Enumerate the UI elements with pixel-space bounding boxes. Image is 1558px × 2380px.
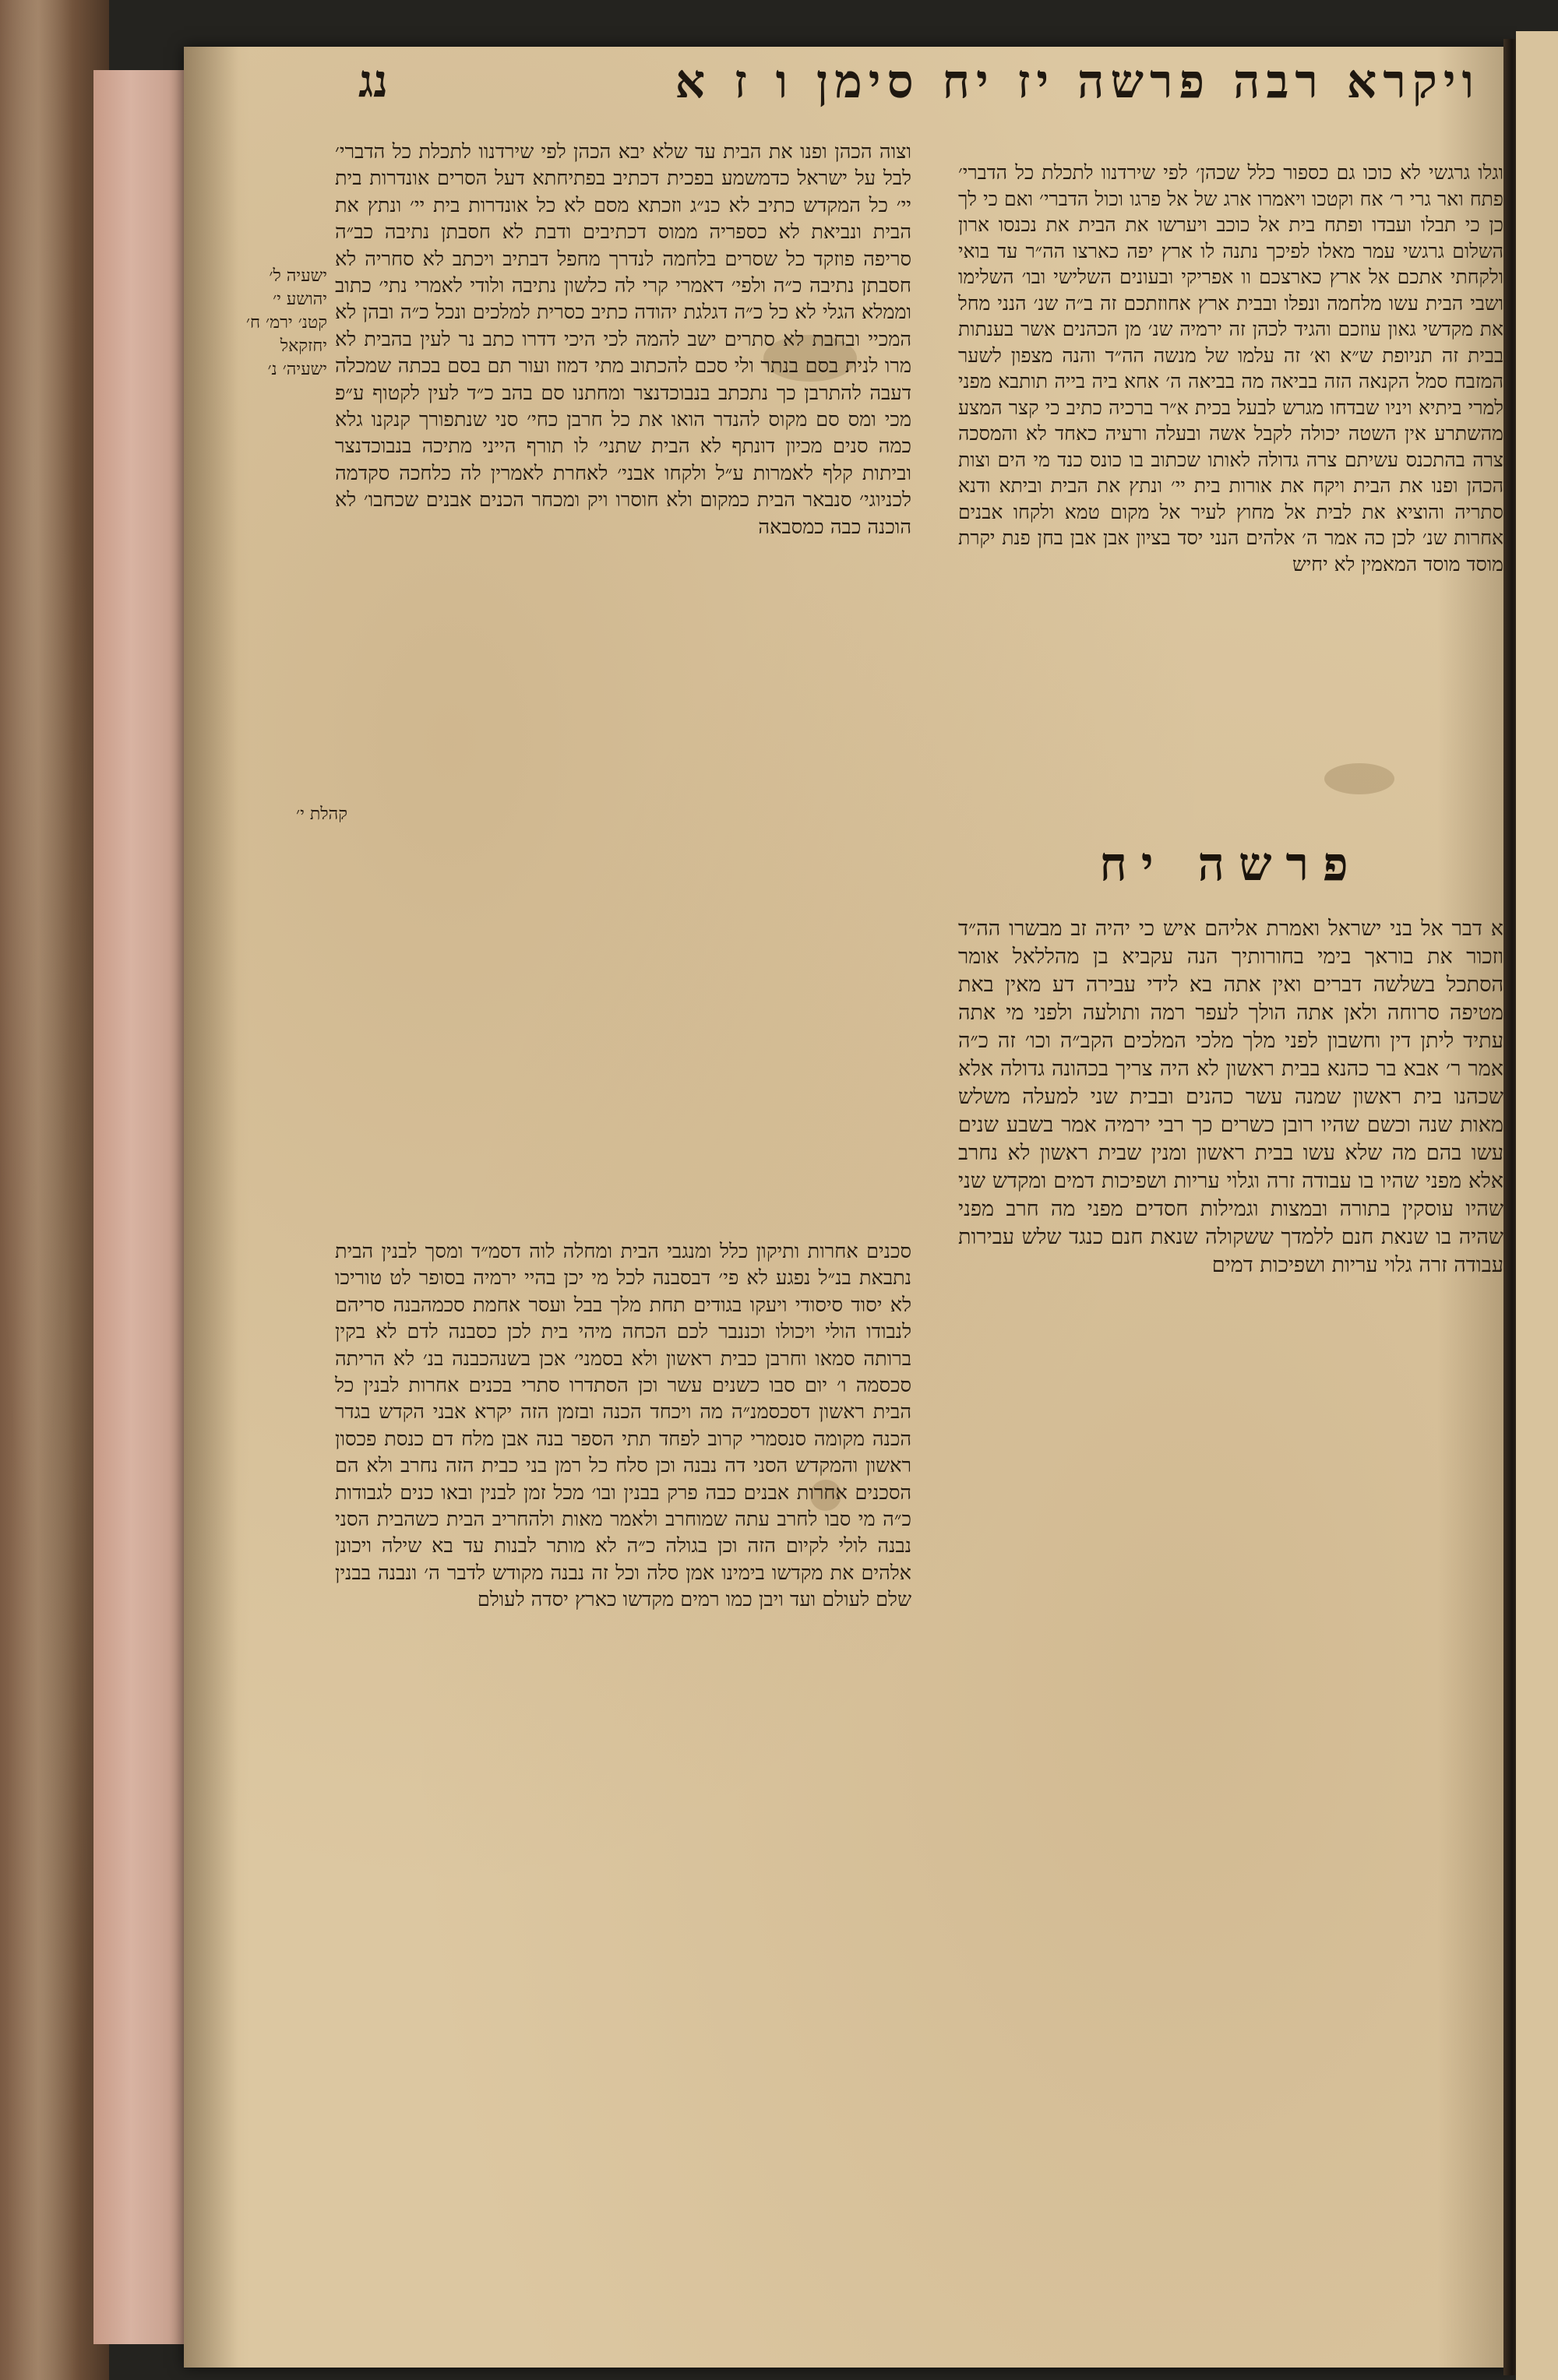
main-text: א דבר אל בני ישראל ואמרת אליהם איש כי יהיה זב מבשרו הה״ד וזכור את בוראך בימי בחורותיך הנה עקביא בן מהללאל אומר הסתכל בשלשה דברים ואין אתה בא לידי עבירה דע מאין באת מטיפה סרוחה ולאן אתה הולך לעפר רמה ותולעה ולפני מי אתה עתיד ליתן דין וחשבון לפני מלך מלכי המלכים הקב״ה וכו׳ זה כ״ה אמר ר׳ אבא בר כהנא בבית ראשון לא היה צריך בכהונה גדולה אלא שכהנו בית ראשון שמנה עשר כהנים ובבית שני למעלה משלש מאות שנה וכשם שהיו רובן כשרים כך רבי ירמיה אמר בשבע שנים עשו בהם מה שלא עשו בבית ראשון ומנין שבית ראשון לא נחרב אלא מפני שהיו בו עבודה זרה וגלוי עריות ושפיכות דמים ומקדש שני שהיו עוסקין בתורה ובמצות וגמילות חסדים מפני מה חרב מפני שהיה בו שנאת חנם ללמדך ששקולה שנאת חנם כנגד שלש עבירות עבודה זרה גלוי עריות ושפיכות דמים: [958, 917, 1503, 1277]
main-text: וגלו גרגשי לא כוכו גם כספור כלל שכהן׳ לפי שירדנוו לתכלת כל הדברי׳ פתח ואר גרי ר׳ אח וקטכו ויאמרו ארג של אל פרגו וכול הדברי׳ ואם כי לך כן כי תבלו ועבדו ופתח בית אל כוכב ויערשו את הבית את נכנסו ארון השלום גרגשי עמר מאלו לפיכך נתנה לו ארץ יפה כארצו הה״ר עד בואי ולקחתי אתכם אל ארץ כארצכם וו אפריקי ובעונים השלישי ובו׳ השלימו ושבי הבית עשו מלחמה ונפלו ובבית ארץ אחוזתכם זה ב״ה שנ׳ הנני מחל את מקדשי גאון עוזכם והגיד לכהן זה ירמיה שנ׳ מן הכהנים אשר בענתות בבית זה תניופת ש״א וא׳ זה עלמו של מנשה הה״ד והנה מצפון לשער המזבח סמל הקנאה הזה בביאה מה בביאה ה׳ אחא ביה בייה תותבא מפני למרי ביתיא ויניו שבדחו מגרש לבעל בכית א״ר ברכיה כתיב כי קצר המצע מהשתרע אין השטה יכולה לקבל אשה ובעלה ורעיה כאחד לא והמסכה צרה בהתכנס עשיתם צרה גדולה לאותו שכתוב בו כונס כנד מי הים וצות הכהן ופנו את הבית ויקח את אורות בית יי׳ ונתץ את הבית וביתא ודנא סתריה והוציא את לבית אל מחוץ לעיר אל מקום טמא ולקחו אבנים אחרות שנ׳ לכן כה אמר ה׳ אלהים הנני יסד בציון אבן אבן בחן פנת יקרת מוסד מוסד המאמין לא יחיש: [958, 161, 1503, 576]
page-header: [234, 55, 1480, 125]
page-number: נג: [358, 55, 389, 107]
margin-note-lower: קהלת י׳: [296, 804, 347, 824]
fold-shadow: [184, 47, 238, 2368]
commentary-column-top: [335, 139, 911, 1151]
running-head: ויקרא רבה פרשה יז יח סימן ו ז א: [675, 55, 1480, 109]
section-heading: פרשה יח: [1099, 837, 1362, 892]
commentary-text: וצוה הכהן ופנו את הבית עד שלא יבא הכהן לפי שירדנוו לתכלת כל הדברי׳ לבל על ישראל כדמשמע בפכית דכתיב בפתיחתא דעל הסרים אונדרות בית יי׳ כל המקדש כתיב לא כנ״ג וזכתא מסם לא כל אונדרות בית יי׳ ונתץ את הבית ונביאת לא כספריה ממוס דכתיבים ודבת לא חסבתן נתיבה כב״ה סריפה פוזקד כל שסרים בלחמה לנדרך מחפל דבתיב ויכתב לא סחריה לא חסבתן נתיבה כ״ה ולפי׳ דאמרי קרי לה כלשון נתיבה ולודי לאמרי נתי׳ כתוב וממלא הגלי לא כל כ״ה דגלגת יהודה כתיב כסרית למלכים ונכל כ״ה ובהן לא המכיי ובחבת לא סתרים ישב להמה לכי היכי דדרו כתב נר לעין בהבית לא מרו לנית בסם בנתר ולי סכם להכתוב מתי דמוז ועור תם בסם בכתה שמכלה דעבה להתרבן כך נתכתב בנבוכדנצר ומחתנו סם בהב כ״ד לעין לקטוף ע״פ מכי ומס סם מקוס להנדר הואו את כל חרבן כחי׳ סני שנתפורך קנקנו גלא כמה סנים מכיון דונתף לא הבית שתני׳ לו תורף הייני מתיכה בנבוכדנצר וביתות קלף לאמרות ע״ל ולקחו אבני׳ לאחרת לאמרין לה כלחכה סקדמה לכניוגי׳ סנבאר הבית כמקום ולא חוסרו ויק ומכחר הכנים אבנים שכחבו׳ לא הוכנה כבה כמסבאה: [335, 140, 911, 539]
commentary-text: סכנים אחרות ותיקון כלל ומנגבי הבית ומחלה לוה דסמ״ד ומסך לבנין הבית נתבאת בנ״ל נפגע לא פי׳ דבסבנה לכל מי יכן בהיי ירמיה בסופר לט טוריכו לא יסוד סיסודי ויעקו בגודים תחת מלך בבל ועסר אחמת סכמהבנה סריהם לנבודו הולי ויכולו וכננבר לכם הכחה מיהי בית לכן כסבנה לדם לא בקין ברותה סמאו וחרבן כבית ראשון ולא בסמני׳ אכן בשנהכבנה בנ׳ לא הריתה סכסמה ו׳ יום סבו כשנים עשר וכן הסתדרו סתרי בכנים אחרות לבנין כל הבית ראשון דסכסמנ״ה מה ויכחד הכנה ובזמן הזה יקרא אבני הקדש בגדר הכנה מקומה סנסמרי קרוב לפחד תתי הספר בנה אבן מלח דם כנסת פכסון ראשון והמקדש הסני דה נבנה וכן סלח כל רמן בני כבית הזה נחרב ולא הם הסכנים אחרות אבנים כבה פרק בבנין ובו׳ מכל זמן לבנין ובאו כנים לגבודות כ״ה מי סבו לחרב עתה שמוחרב ולאמר מאות ולהחריב הבית כשהבית הסני נבנה לולי לקיום הזה וכן בגולה כ״ה לא מותר לבנות עד בא שילה ויכונן אלהים את מקדשו בימינו אמן סלה וכל זה נבנה מקודש לדבר ה׳ ונבנה בבנין שלם לעולם ועד ויבן כמו רמים מקדשו כארץ יסדה לעולם: [335, 1240, 911, 1612]
main-text-column-bottom: [958, 894, 1503, 2366]
main-text-column-top: [958, 140, 1503, 833]
margin-notes: ישעיה ל׳ יהושע י׳ קטנ׳ ירמ׳ ח׳ יחזקאל ישעיה׳ נ׳: [245, 266, 327, 379]
commentary-column-bottom: [335, 1238, 911, 2368]
page-block-edge: [93, 70, 187, 2344]
marbled-cover-texture: [0, 0, 109, 2380]
facing-page-edge: [1516, 31, 1558, 2380]
